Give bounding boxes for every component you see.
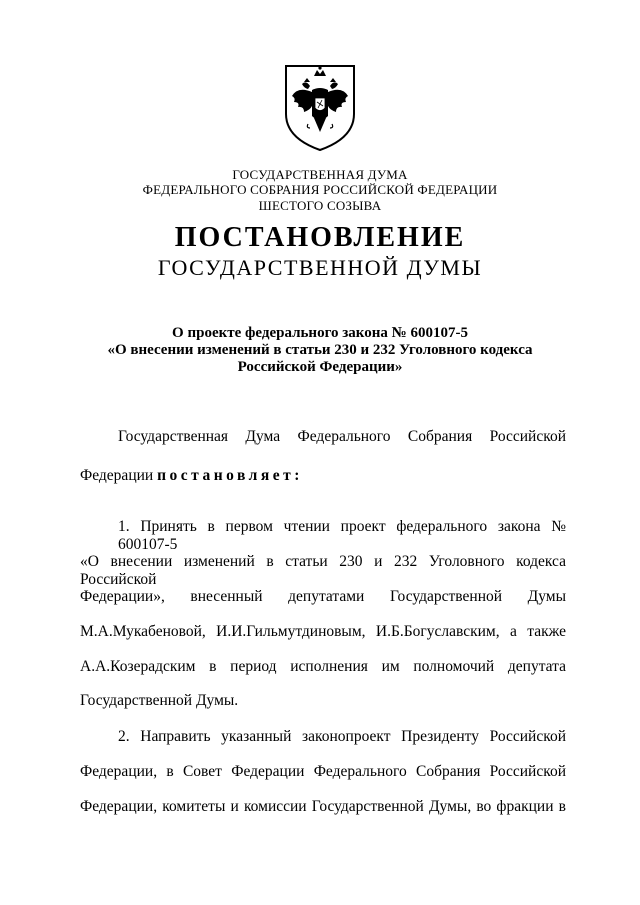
p1-line-6: Государственной Думы. [80, 692, 239, 709]
p2-line-3: Федерации, комитеты и комиссии Государственной Думы, во фракции в [80, 798, 566, 815]
coat-of-arms-icon [282, 62, 358, 154]
page-subtitle: ГОСУДАРСТВЕННОЙ ДУМЫ [157, 255, 483, 280]
doc-title-line-2: «О внесении изменений в статьи 230 и 232 Уголовного кодекса [107, 342, 533, 358]
p1-line-3: Федерации», внесенный депутатами Государственной Думы [80, 588, 566, 605]
doc-title-line-3: Российской Федерации» [237, 359, 403, 375]
p1-line-2: «О внесении изменений в статьи 230 и 232 Уголовного кодекса Российской [80, 553, 566, 588]
intro-line-1: Государственная Дума Федерального Собрания Российской [118, 428, 566, 445]
intro-line-2 [80, 467, 566, 485]
p2-line-2: Федерации, в Совет Федерации Федерального Собрания Российской [80, 763, 566, 780]
intro-text: Федерации [80, 467, 158, 484]
resolves-word: постановляет: [157, 467, 303, 484]
page-title: ПОСТАНОВЛЕНИЕ [174, 222, 466, 253]
doc-title-line-1: О проекте федерального закона № 600107-5 [172, 325, 468, 341]
header-line-3: ШЕСТОГО СОЗЫВА [258, 198, 382, 213]
p1-line-5: А.А.Козерадским в период исполнения им полномочий депутата [80, 658, 566, 675]
header-line-2: ФЕДЕРАЛЬНОГО СОБРАНИЯ РОССИЙСКОЙ ФЕДЕРАЦИИ [142, 182, 498, 197]
p1-line-4: М.А.Мукабеновой, И.И.Гильмутдиновым, И.Б.Богуславским, а также [80, 623, 566, 640]
header-line-1: ГОСУДАРСТВЕННАЯ ДУМА [232, 167, 408, 182]
p1-line-1: 1. Принять в первом чтении проект федерального закона № 600107-5 [118, 518, 566, 553]
p2-line-1: 2. Направить указанный законопроект Президенту Российской [118, 728, 566, 745]
